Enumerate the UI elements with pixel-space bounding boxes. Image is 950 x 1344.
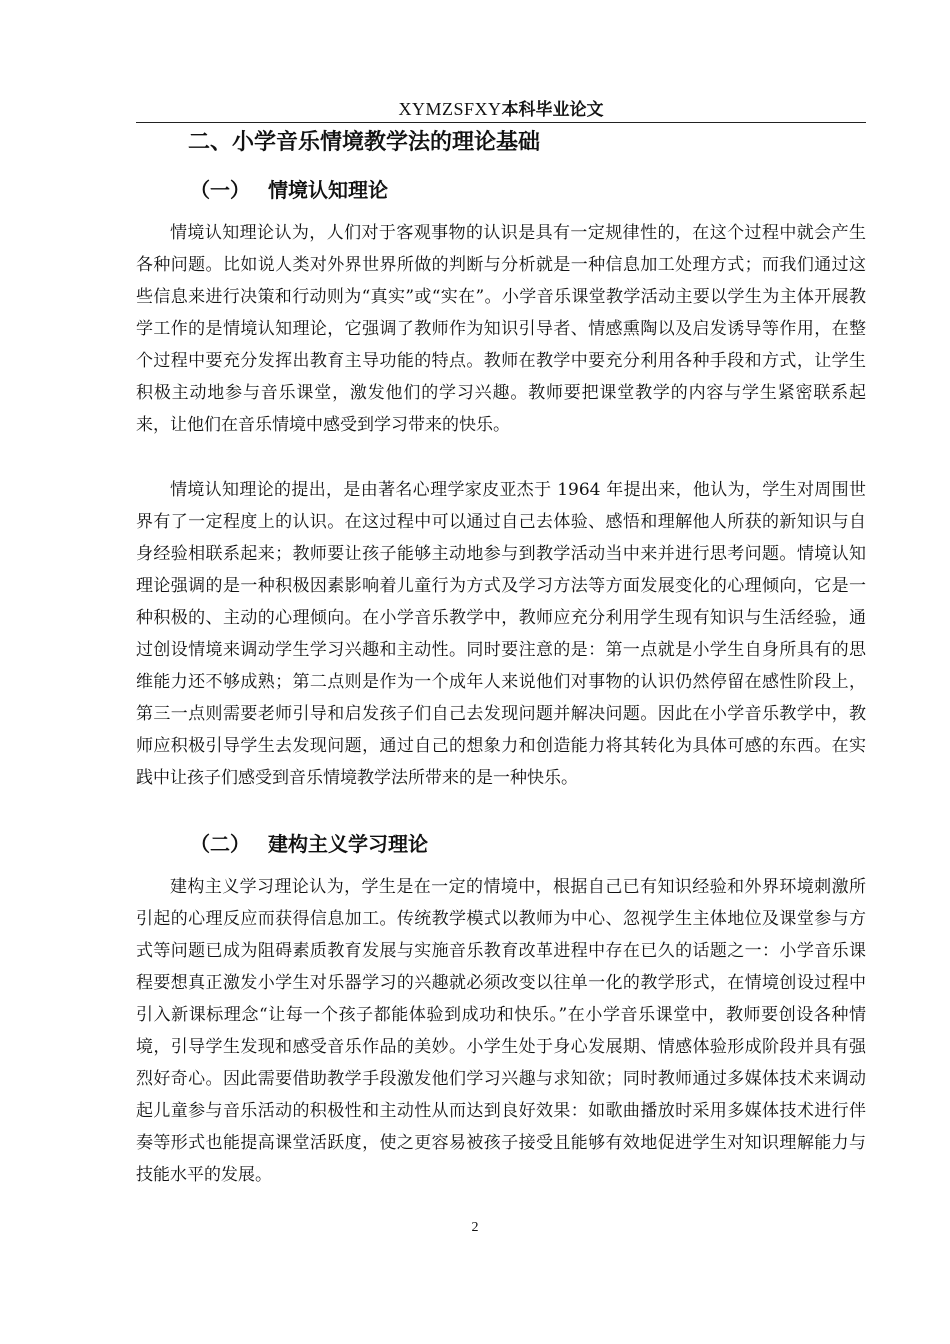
subsection-heading-1 [190,174,388,206]
page-header [136,96,866,123]
subsection-number: （一） [190,178,250,202]
subsection-title: 情境认知理论 [268,178,388,202]
header-code: XYMZSFXY [398,99,502,119]
paragraph: 情境认知理论的提出，是由著名心理学家皮亚杰于 1964 年提出来，他认为，学生对周围世界有了一定程度上的认识。在这过程中可以通过自己去体验、感悟和理解他人所获的新知识与自身经验相联系起来；教师要让孩子能够主动地参与到教学活动当中来并进行思考问题。情境认知理论强调的是一种积极因素影响着儿童行为方式及学习方法等方面发展变化的心理倾向，它是一种积极的、主动的心理倾向。在小学音乐教学中，教师应充分利用学生现有知识与生活经验，通过创设情境来调动学生学习兴趣和主动性。同时要注意的是：第一点就是小学生自身所具有的思维能力还不够成熟；第二点则是作为一个成年人来说他们对事物的认识仍然停留在感性阶段上，第三一点则需要老师引导和启发孩子们自己去发现问题并解决问题。因此在小学音乐教学中，教师应积极引导学生去发现问题，通过自己的想象力和创造能力将其转化为具体可感的东西。在实践中让孩子们感受到音乐情境教学法所带来的是一种快乐。 [136,480,866,788]
section-title: 二、小学音乐情境教学法的理论基础 [188,130,541,155]
header-subtitle: 本科毕业论文 [501,100,604,120]
subsection-title: 建构主义学习理论 [268,832,428,856]
page-number: 2 [471,1220,479,1235]
subsection-heading-2 [190,828,428,860]
subsection-number: （二） [190,832,250,856]
paragraph: 建构主义学习理论认为，学生是在一定的情境中，根据自己已有知识经验和外界环境刺激所引起的心理反应而获得信息加工。传统教学模式以教师为中心、忽视学生主体地位及课堂参与方式等问题已成为阻碍素质教育发展与实施音乐教育改革进程中存在已久的话题之一：小学音乐课程要想真正激发小学生对乐器学习的兴趣就必须改变以往单一化的教学形式，在情境创设过程中引入新课标理念“让每一个孩子都能体验到成功和快乐。”在小学音乐课堂中，教师要创设各种情境，引导学生发现和感受音乐作品的美妙。小学生处于身心发展期、情感体验形成阶段并具有强烈好奇心。因此需要借助教学手段激发他们学习兴趣与求知欲；同时教师通过多媒体技术来调动起儿童参与音乐活动的积极性和主动性从而达到良好效果：如歌曲播放时采用多媒体技术进行伴奏等形式也能提高课堂活跃度，使之更容易被孩子接受且能够有效地促进学生对知识理解能力与技能水平的发展。 [136,877,866,1185]
paragraph: 情境认知理论认为，人们对于客观事物的认识是具有一定规律性的，在这个过程中就会产生各种问题。比如说人类对外界世界所做的判断与分析就是一种信息加工处理方式；而我们通过这些信息来进行决策和行动则为“真实”或“实在”。小学音乐课堂教学活动主要以学生为主体开展教学工作的是情境认知理论，它强调了教师作为知识引导者、情感熏陶以及启发诱导等作用，在整个过程中要充分发挥出教育主导功能的特点。教师在教学中要充分利用各种手段和方式，让学生积极主动地参与音乐课堂，激发他们的学习兴趣。教师要把课堂教学的内容与学生紧密联系起来，让他们在音乐情境中感受到学习带来的快乐。 [136,223,866,435]
